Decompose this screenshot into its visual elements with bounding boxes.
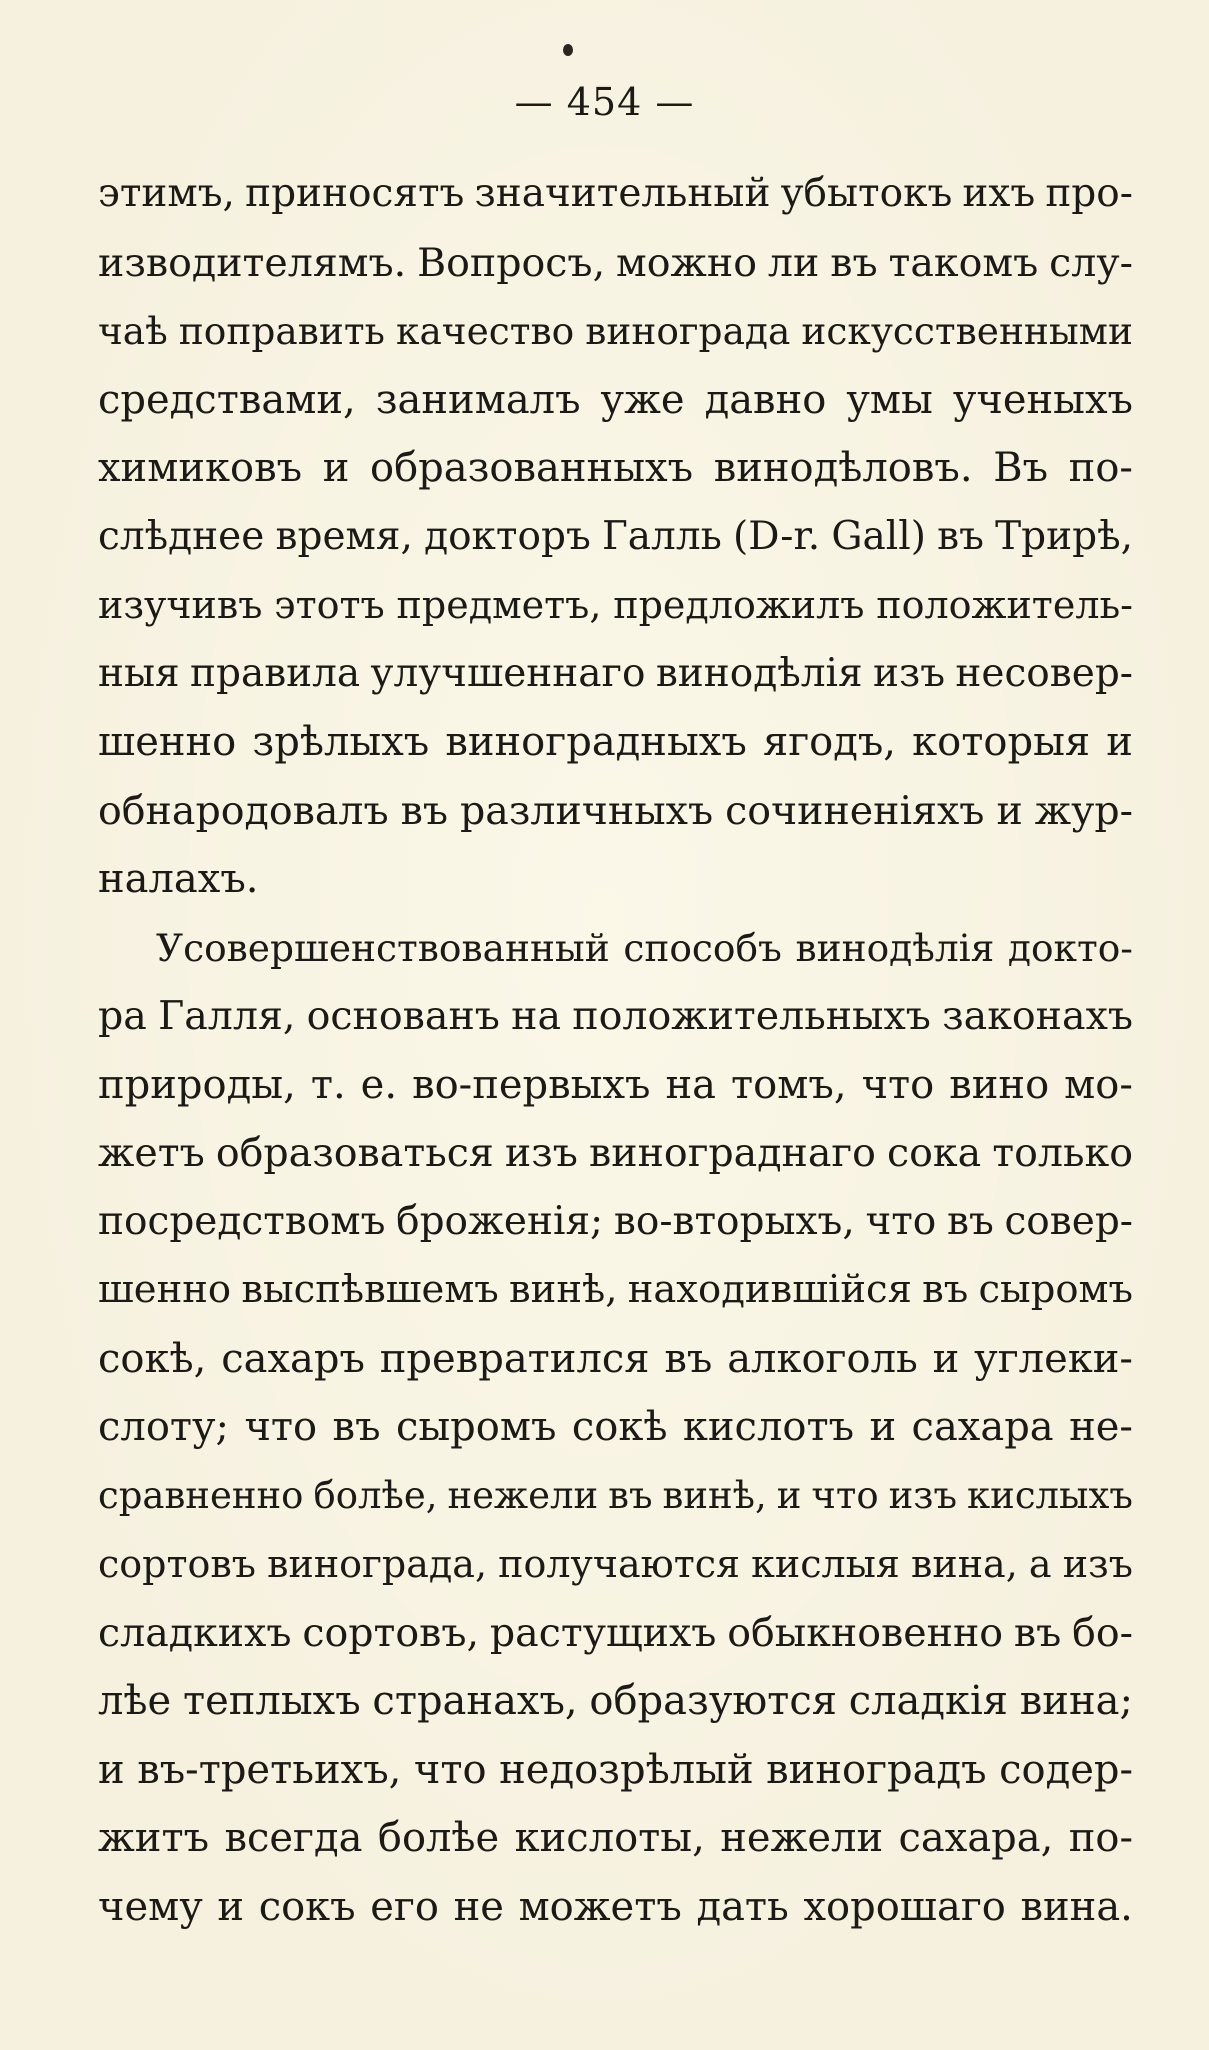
text-line: изучивъ этотъ предметъ, предложилъ положитель- (98, 583, 1133, 627)
text-line: сортовъ винограда, получаются кислыя вина, а изъ (98, 1542, 1133, 1586)
text-line: житъ всегда болѣе кислоты, нежели сахара, по- (98, 1815, 1133, 1861)
text-line: сладкихъ сортовъ, растущихъ обыкновенно въ бо- (98, 1609, 1133, 1656)
page-number: — 454 — (514, 80, 695, 124)
text-line: жетъ образоваться изъ винограднаго сока только (98, 1130, 1133, 1176)
text-line: слоту; что въ сыромъ сокѣ кислотъ и сахара не- (98, 1404, 1133, 1450)
text-line: этимъ, приносятъ значительный убытокъ ихъ про- (98, 171, 1133, 216)
text-line: лѣе теплыхъ странахъ, образуются сладкія вина; (98, 1678, 1133, 1724)
text-line: обнародовалъ въ различныхъ сочиненіяхъ и жур- (98, 787, 1133, 834)
text-line: сокѣ, сахаръ превратился въ алкоголь и углеки- (98, 1335, 1133, 1382)
text-line: шенно выспѣвшемъ винѣ, находившійся въ сыромъ (98, 1267, 1133, 1312)
ink-speck (563, 44, 573, 56)
text-line: шенно зрѣлыхъ виноградныхъ ягодъ, которыя и (98, 719, 1133, 765)
text-line: средствами, занималъ уже давно умы ученыхъ (98, 376, 1133, 423)
text-line: Усовершенствованный способъ винодѣлія докто- (156, 925, 1133, 970)
text-line: химиковъ и образованныхъ винодѣловъ. Въ по- (98, 445, 1133, 491)
body-text (98, 160, 1133, 1941)
text-line: сравненно болѣе, нежели въ винѣ, и что изъ кислыхъ (98, 1473, 1133, 1517)
text-line: чему и сокъ его не можетъ дать хорошаго вина. (98, 1883, 1133, 1930)
text-line: посредствомъ броженія; во-вторыхъ, что въ совер- (98, 1198, 1133, 1244)
text-line: изводителямъ. Вопросъ, можно ли въ такомъ слу- (98, 239, 1133, 286)
text-line: слѣднее время, докторъ Галль (D-r. Gall) въ Трирѣ, (98, 513, 1133, 559)
text-line: природы, т. е. во-первыхъ на томъ, что вино мо- (98, 1061, 1133, 1108)
text-line: и въ-третьихъ, что недозрѣлый виноградъ содер- (98, 1746, 1133, 1793)
text-line: налахъ. (98, 856, 259, 902)
text-line: ныя правила улучшеннаго винодѣлія изъ несовер- (98, 650, 1133, 696)
text-line: ра Галля, основанъ на положительныхъ законахъ (98, 993, 1133, 1039)
text-line: чаѣ поправить качество винограда искусственными (98, 309, 1133, 353)
